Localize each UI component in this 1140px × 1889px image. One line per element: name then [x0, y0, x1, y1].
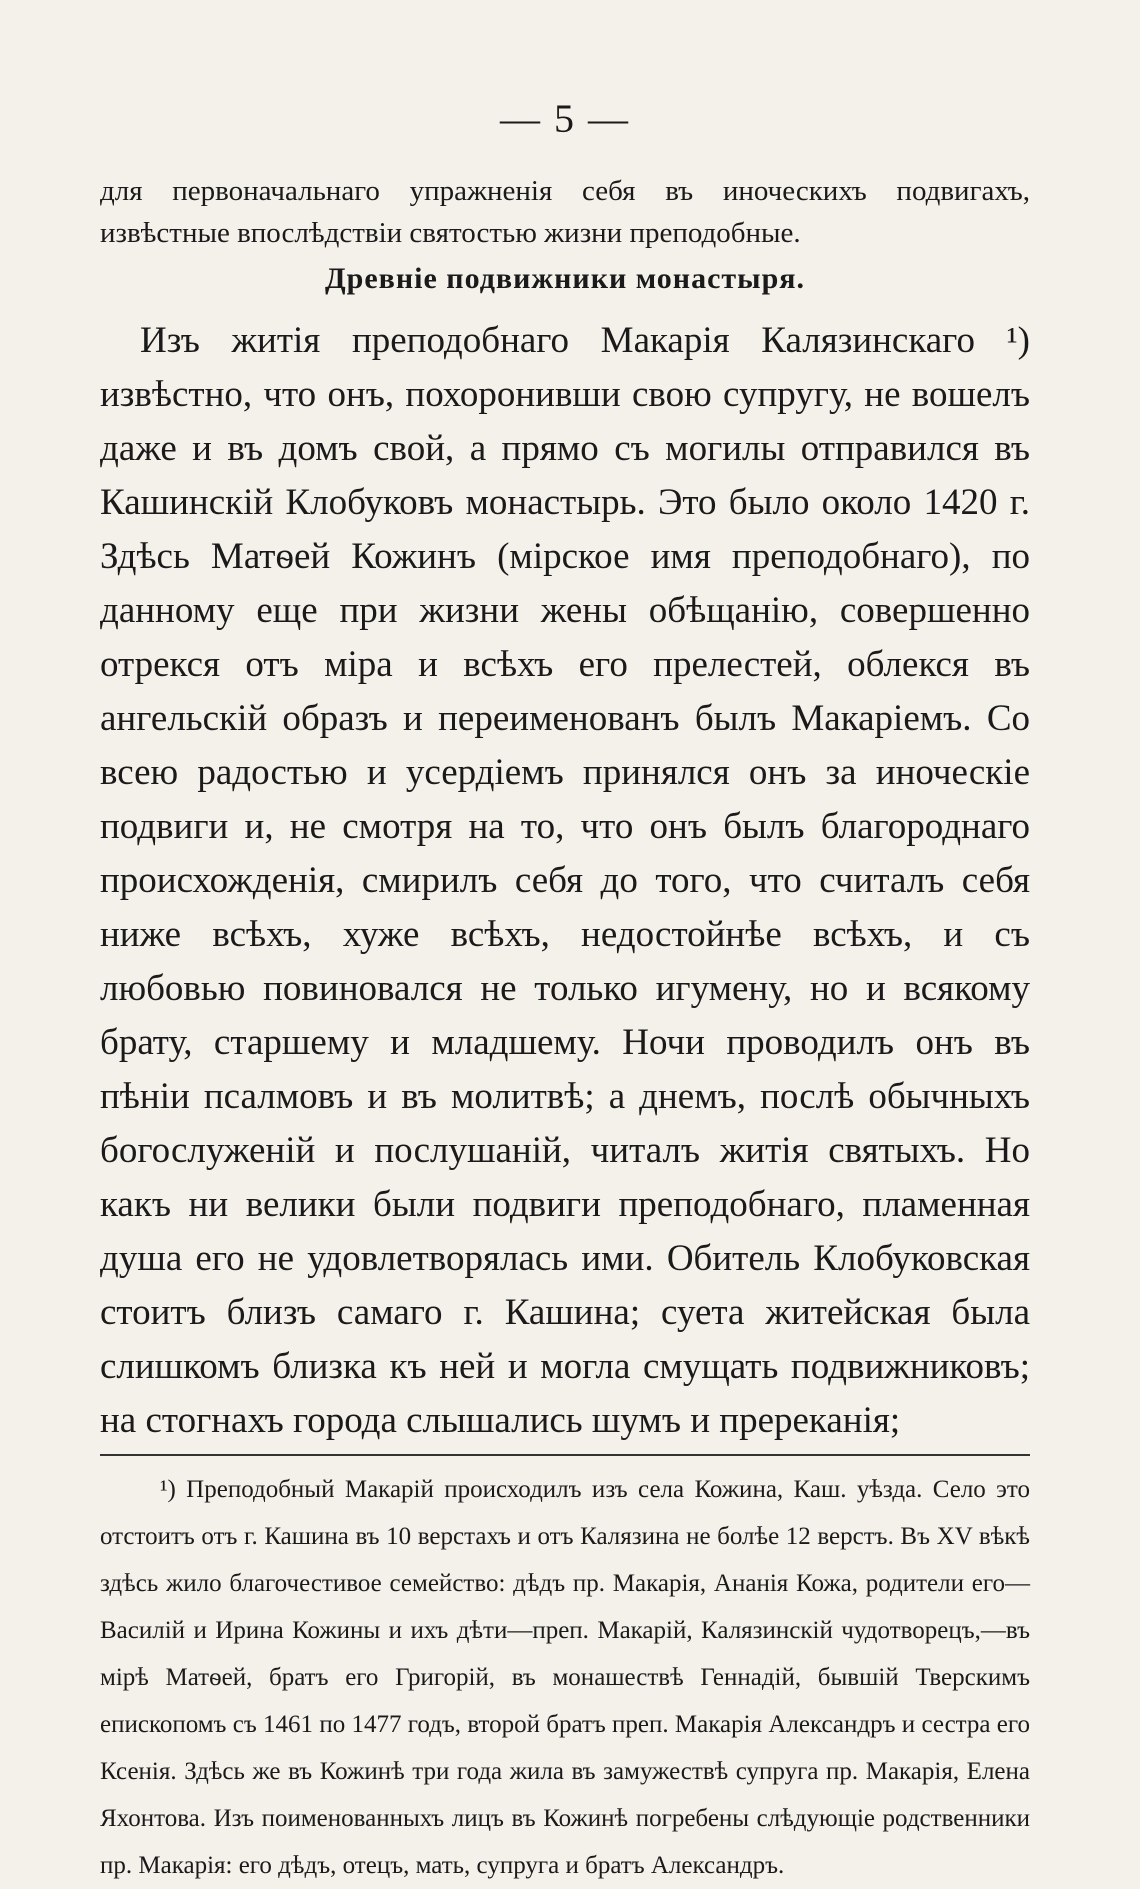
footnote-divider: [100, 1454, 1030, 1456]
paragraph: Изъ житія преподобнаго Макарія Калязинскаго ¹) извѣстно, что онъ, похоронивши свою супругу, не вошелъ даже и въ домъ свой, а прямо съ могилы отправился въ Кашинскій Клобуковъ монастырь. Это было около 1420 г. Здѣсь Матѳей Кожинъ (мірское имя преподобнаго), по данному еще при жизни жены обѣщанію, совершенно отрекся отъ міра и всѣхъ его прелестей, облекся въ ангельскій образъ и переименованъ былъ Макаріемъ. Со всею радостью и усердіемъ принялся онъ за иноческіе подвиги и, не смотря на то, что онъ былъ благороднаго происхожденія, смирилъ себя до того, что считалъ себя ниже всѣхъ, хуже всѣхъ, недостойнѣе всѣхъ, и съ любовью повиновался не только игумену, но и всякому брату, старшему и младшему. Ночи проводилъ онъ въ пѣніи псалмовъ и въ молитвѣ; а днемъ, послѣ обычныхъ богослуженій и послушаній, читалъ житія святыхъ. Но какъ ни велики были подвиги преподобнаго, пламенная душа его не удовлетворялась ими. Обитель Клобуковская стоитъ близъ самаго г. Кашина; суета житейская была слишкомъ близка къ ней и могла смущать подвижниковъ; на стогнахъ города слышались шумъ и пререканія;: [100, 320, 1030, 1441]
section-title: Древніе подвижники монастыря.: [325, 262, 805, 295]
footnote: ¹) Преподобный Макарій происходилъ изъ села Кожина, Каш. уѣзда. Село это отстоитъ отъ г. Кашина въ 10 верстахъ и отъ Калязина не болѣе 12 верстъ. Въ XV вѣкѣ здѣсь жило благочестивое семейство: дѣдъ пр. Макарія, Ананія Кожа, родители его—Василій и Ирина Кожины и ихъ дѣти—преп. Макарій, Калязинскій чудотворецъ,—въ мірѣ Матѳей, братъ его Григорій, въ монашествѣ Геннадій, бывшій Тверскимъ епископомъ съ 1461 по 1477 годъ, второй братъ преп. Макарія Александръ и сестра его Ксенія. Здѣсь же въ Кожинѣ три года жила въ замужествѣ супруга пр. Макарія, Елена Яхонтова. Изъ поименованныхъ лицъ въ Кожинѣ погребены слѣдующіе родственники пр. Макарія: его дѣдъ, отецъ, мать, супруга и братъ Александръ.: [100, 1476, 1030, 1879]
main-text: [100, 314, 1030, 1448]
intro-text: для первоначальнаго упражненія себя въ иноческихъ подвигахъ, извѣстные впослѣдствіи святостью жизни преподобные.: [100, 175, 1030, 249]
page-number: — 5 —: [500, 96, 630, 141]
